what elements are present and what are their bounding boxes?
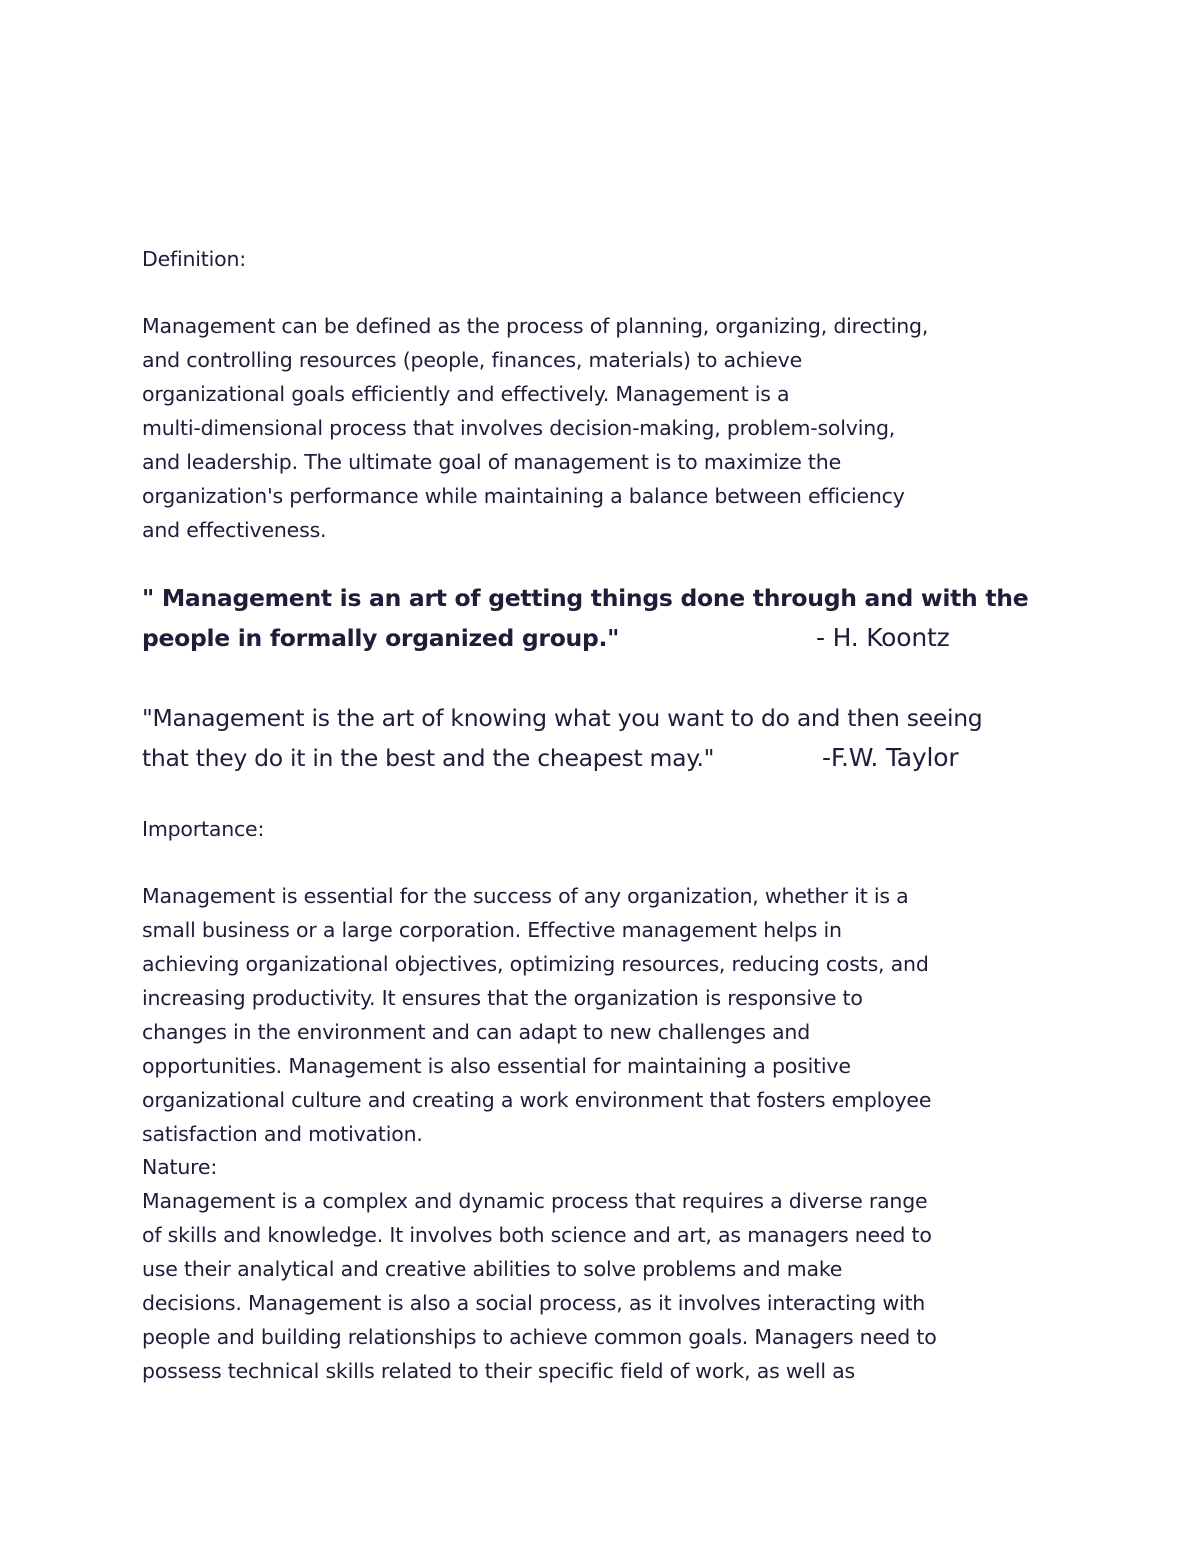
importance-line: satisfaction and motivation. [142,1122,423,1146]
quote-line: " Management is an art of getting things done through and with the [142,584,1029,612]
definition-line: Management can be defined as the process of planning, organizing, directing, [142,314,929,338]
definition-line: and leadership. The ultimate goal of management is to maximize the [142,450,841,474]
definition-line: organization's performance while maintaining a balance between efficiency [142,484,905,508]
importance-line: Management is essential for the success of any organization, whether it is a [142,884,909,908]
definition-line: multi-dimensional process that involves decision-making, problem-solving, [142,416,896,440]
nature-heading: Nature: [142,1155,218,1179]
quote-author: - H. Koontz [816,623,950,652]
nature-line: possess technical skills related to their specific field of work, as well as [142,1359,856,1383]
importance-line: opportunities. Management is also essential for maintaining a positive [142,1054,851,1078]
nature-line: use their analytical and creative abilities to solve problems and make [142,1257,843,1281]
importance-line: organizational culture and creating a work environment that fosters employee [142,1088,932,1112]
definition-line: and effectiveness. [142,518,327,542]
nature-line: decisions. Management is also a social process, as it involves interacting with [142,1291,926,1315]
definition-line: organizational goals efficiently and effectively. Management is a [142,382,790,406]
definition-line: and controlling resources (people, finances, materials) to achieve [142,348,803,372]
importance-line: achieving organizational objectives, optimizing resources, reducing costs, and [142,952,929,976]
importance-heading: Importance: [142,817,265,841]
importance-line: increasing productivity. It ensures that the organization is responsive to [142,986,863,1010]
quote-author: -F.W. Taylor [822,743,959,772]
quote-line: "Management is the art of knowing what you want to do and then seeing [142,704,983,732]
definition-heading: Definition: [142,247,246,271]
quote-line: that they do it in the best and the cheapest may." [142,744,715,772]
importance-line: small business or a large corporation. Effective management helps in [142,918,842,942]
nature-line: people and building relationships to achieve common goals. Managers need to [142,1325,937,1349]
nature-line: of skills and knowledge. It involves both science and art, as managers need to [142,1223,932,1247]
importance-line: changes in the environment and can adapt to new challenges and [142,1020,811,1044]
nature-line: Management is a complex and dynamic process that requires a diverse range [142,1189,928,1213]
quote-line: people in formally organized group." [142,624,620,652]
